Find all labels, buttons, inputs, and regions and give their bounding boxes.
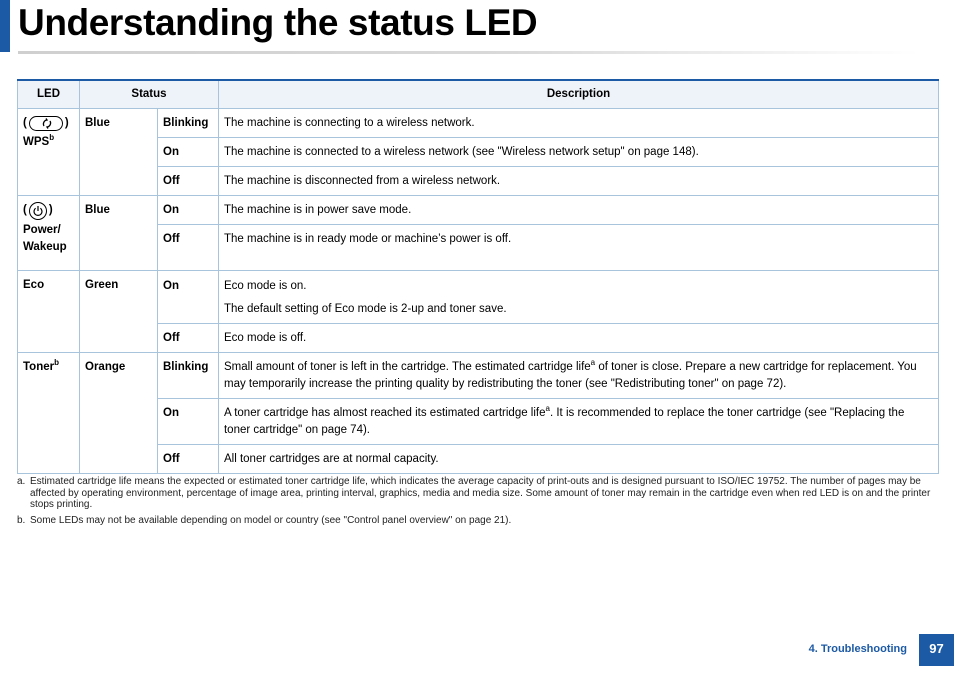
footnote-ref: b bbox=[54, 357, 59, 367]
title-accent-bar bbox=[0, 0, 10, 52]
state-cell: On bbox=[158, 137, 219, 166]
power-icon-line bbox=[23, 202, 74, 220]
led-power-color: Blue bbox=[80, 195, 158, 270]
led-wps-label bbox=[23, 134, 74, 151]
led-status-table bbox=[17, 79, 939, 474]
state-cell: Blinking bbox=[158, 352, 219, 398]
footnotes bbox=[17, 476, 939, 530]
footnote-ref: b bbox=[49, 132, 55, 142]
wps-icon bbox=[29, 116, 63, 131]
table-row bbox=[18, 108, 939, 137]
state-cell: On bbox=[158, 398, 219, 444]
description-cell: The machine is disconnected from a wireless network. bbox=[218, 166, 938, 195]
led-wps bbox=[18, 108, 80, 195]
header-led: LED bbox=[18, 80, 80, 108]
state-cell: Off bbox=[158, 166, 219, 195]
led-wps-name: WPS bbox=[23, 135, 50, 148]
led-wps-color: Blue bbox=[80, 108, 158, 195]
footnote-a bbox=[17, 476, 939, 511]
footnote-b bbox=[17, 515, 939, 527]
description-cell bbox=[218, 398, 938, 444]
description-text: Eco mode is on. bbox=[223, 279, 307, 292]
page-title: Understanding the status LED bbox=[18, 2, 538, 43]
state-cell: On bbox=[158, 270, 219, 323]
state-cell: Off bbox=[158, 323, 219, 352]
state-cell: Off bbox=[158, 444, 219, 473]
footnote-ref: a bbox=[545, 403, 550, 413]
state-cell: Blinking bbox=[158, 108, 219, 137]
description-text: The default setting of Eco mode is 2-up and toner save. bbox=[223, 302, 507, 315]
led-eco-color: Green bbox=[80, 270, 158, 352]
table-header-row bbox=[18, 80, 939, 108]
description-text: Small amount of toner is left in the cartridge. The estimated cartridge life bbox=[223, 360, 591, 373]
paren-open: ( bbox=[23, 204, 27, 216]
paren-close: ) bbox=[48, 204, 53, 216]
state-cell: On bbox=[158, 195, 219, 224]
header-description: Description bbox=[218, 80, 938, 108]
table-row bbox=[18, 195, 939, 224]
description-text: . It is recommended to replace the toner cartridge (see "Replacing the toner cartridge" on page 74). bbox=[223, 406, 905, 436]
description-text: A toner cartridge has almost reached its estimated cartridge life bbox=[223, 406, 546, 419]
paren-open: ( bbox=[23, 116, 27, 129]
description-text: of toner is close. Prepare a new cartridge for replacement. You may temporarily increase the printing quality by redistributing the toner (see "Redistributing toner" on page 72). bbox=[223, 360, 917, 390]
led-power bbox=[18, 195, 80, 270]
description-cell: All toner cartridges are at normal capacity. bbox=[218, 444, 938, 473]
description-cell bbox=[218, 352, 938, 398]
header-status: Status bbox=[80, 80, 219, 108]
table-row bbox=[18, 270, 939, 323]
footnote-ref: a bbox=[590, 357, 596, 367]
led-toner-color: Orange bbox=[80, 352, 158, 473]
led-power-label-1: Power/ bbox=[23, 223, 61, 236]
description-cell: Eco mode is off. bbox=[218, 323, 938, 352]
wps-icon-line bbox=[23, 115, 74, 132]
description-cell: The machine is connected to a wireless network (see "Wireless network setup" on page 148). bbox=[218, 137, 938, 166]
title-divider bbox=[18, 51, 918, 54]
description-cell: The machine is connecting to a wireless network. bbox=[218, 108, 938, 137]
led-power-label-2: Wakeup bbox=[23, 240, 67, 253]
footnote-mark: b. bbox=[17, 514, 26, 526]
footnote-text: Estimated cartridge life means the expected or estimated toner cartridge life, which indicates the average capacity of print-outs and is designed pursuant to ISO/IEC 19752. The number of pages may be affected by operating environment, percentage of image area, printing interval, graphics, media and media size. Some amount of toner may remain in the cartridge even when red LED is on and the printer stops printing. bbox=[30, 476, 931, 510]
footer-section-label: 4. Troubleshooting bbox=[808, 643, 907, 655]
led-toner-name: Toner bbox=[23, 360, 55, 373]
paren-close: ) bbox=[64, 116, 69, 129]
footnote-text: Some LEDs may not be available depending on model or country (see "Control panel overview" on page 21). bbox=[30, 514, 512, 526]
table-row bbox=[18, 352, 939, 398]
power-icon bbox=[29, 202, 47, 220]
led-toner bbox=[18, 352, 80, 473]
description-cell: The machine is in ready mode or machine’s power is off. bbox=[218, 224, 938, 270]
page-number: 97 bbox=[919, 634, 954, 666]
state-cell: Off bbox=[158, 224, 219, 270]
led-eco: Eco bbox=[18, 270, 80, 352]
description-cell: The machine is in power save mode. bbox=[218, 195, 938, 224]
description-cell bbox=[218, 270, 938, 323]
footnote-mark: a. bbox=[17, 476, 26, 487]
